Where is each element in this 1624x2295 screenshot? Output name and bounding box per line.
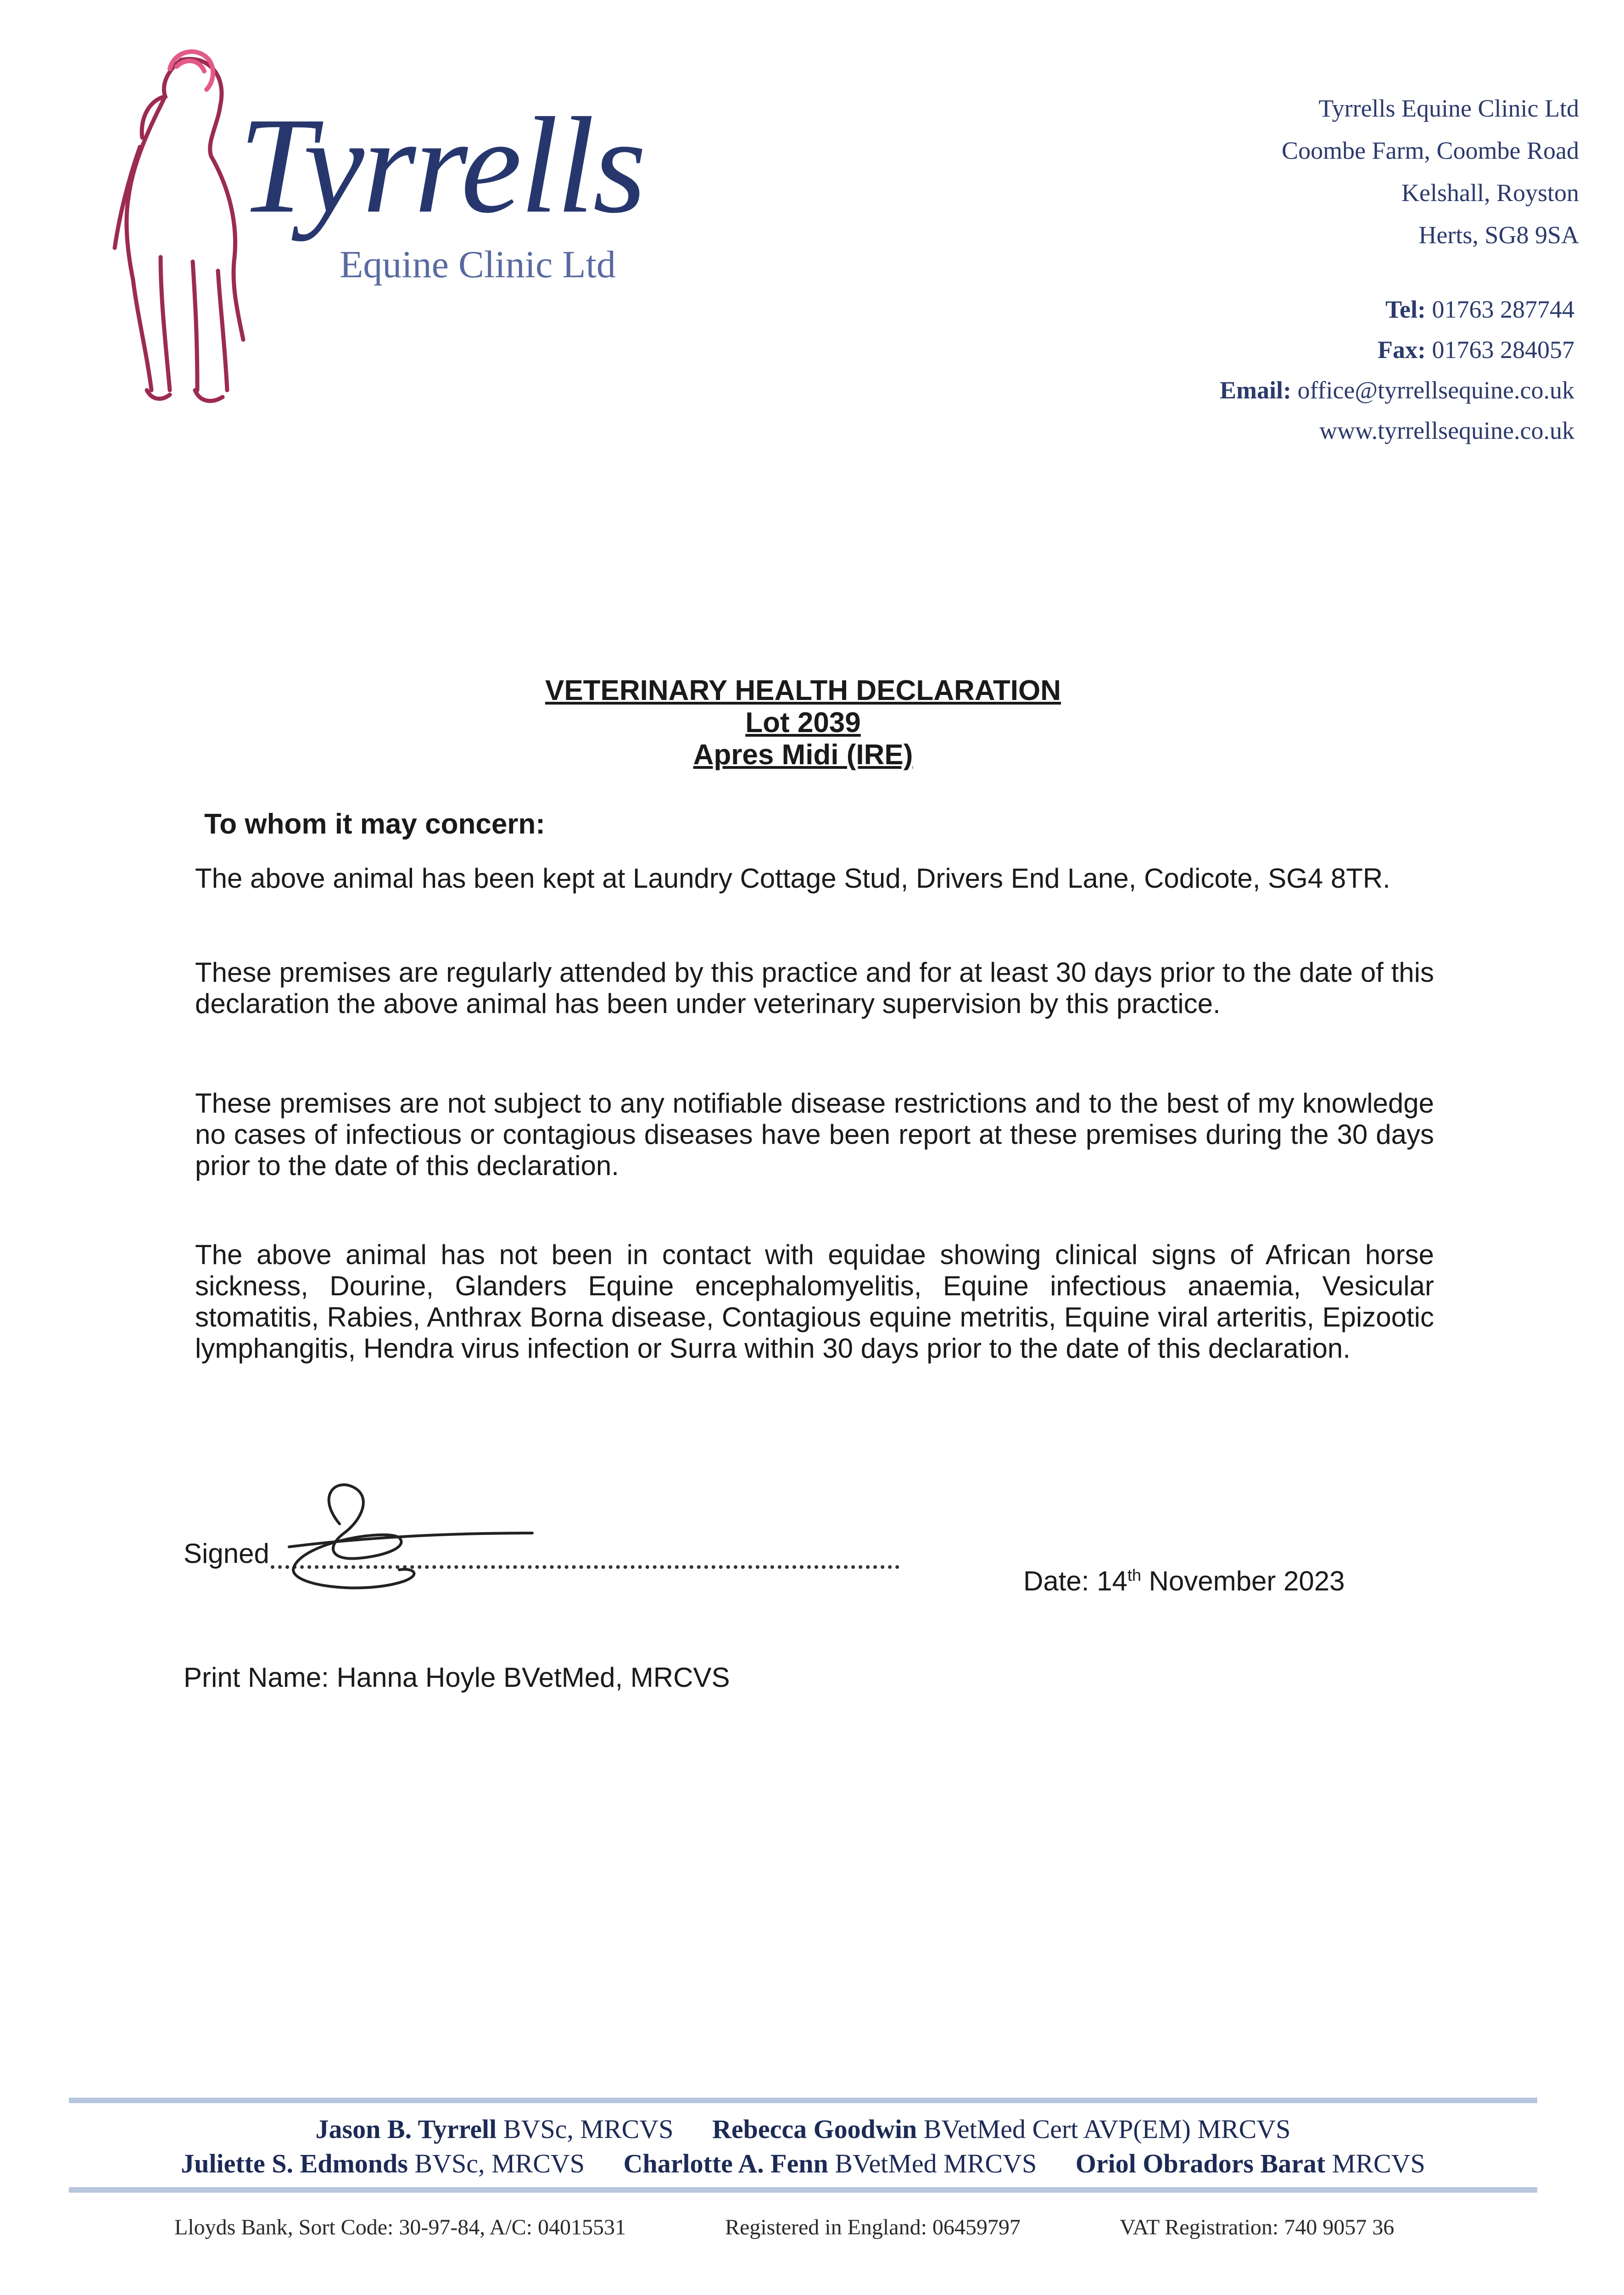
partner-name: Oriol Obradors Barat xyxy=(1075,2149,1326,2178)
bank-details: Lloyds Bank, Sort Code: 30-97-84, A/C: 04015531 xyxy=(174,2215,626,2239)
address-line: Coombe Farm, Coombe Road xyxy=(1282,137,1579,164)
body-paragraph: The above animal has not been in contact with equidae showing clinical signs of African horse sickness, Dourine, Glanders Equine encephalomyelitis, Equine infectious anaemia, Vesicular stomatitis, Rabies, Anthrax Borna disease, Contagious equine metritis, Equine viral arteritis, Epizootic lymphangitis, Hendra virus infection or Surra within 30 days prior to the date of this declaration. xyxy=(195,1239,1434,1364)
declaration-title: VETERINARY HEALTH DECLARATION xyxy=(545,675,1061,706)
horse-name: Apres Midi (IRE) xyxy=(693,739,913,771)
partner-name: Juliette S. Edmonds xyxy=(181,2149,408,2178)
brand-name: Tyrrells xyxy=(239,89,645,241)
clinic-contact xyxy=(1220,289,1574,451)
email-line xyxy=(1220,370,1574,410)
fax-line xyxy=(1220,330,1574,370)
tel-value: 01763 287744 xyxy=(1432,296,1574,323)
handwritten-signature xyxy=(248,1469,578,1616)
partner-name: Rebecca Goodwin xyxy=(712,2114,917,2144)
print-name xyxy=(184,1662,730,1693)
salutation: To whom it may concern: xyxy=(204,808,545,840)
address-line: Tyrrells Equine Clinic Ltd xyxy=(1318,95,1579,122)
footer-rule-bottom xyxy=(69,2187,1537,2193)
footer-rule-top xyxy=(69,2098,1537,2103)
body-paragraph: These premises are regularly attended by this practice and for at least 30 days prior to the date of this declaration the above animal has been under veterinary supervision by this practice. xyxy=(195,957,1434,1019)
print-name-label: Print Name: xyxy=(184,1662,329,1693)
tel-label: Tel: xyxy=(1385,296,1426,323)
print-name-value: Hanna Hoyle BVetMed, MRCVS xyxy=(336,1662,730,1693)
email-link[interactable]: office@tyrrellsequine.co.uk xyxy=(1297,376,1574,404)
date-rest: November 2023 xyxy=(1149,1566,1345,1596)
date-label: Date: xyxy=(1023,1566,1089,1596)
fax-label: Fax: xyxy=(1378,336,1426,364)
date-suffix: th xyxy=(1127,1566,1141,1584)
address-line: Herts, SG8 9SA xyxy=(1418,221,1579,249)
email-label: Email: xyxy=(1219,376,1291,404)
partner-quals: BVSc, MRCVS xyxy=(503,2114,674,2144)
horse-logo-icon xyxy=(101,41,257,409)
partner-quals: MRCVS xyxy=(1332,2149,1425,2178)
date-day: 14 xyxy=(1097,1566,1127,1596)
address-line: Kelshall, Royston xyxy=(1401,179,1579,207)
partners-row-2 xyxy=(69,2148,1537,2179)
partner-quals: BVSc, MRCVS xyxy=(414,2149,585,2178)
signed-label: Signed xyxy=(184,1538,269,1569)
clinic-address xyxy=(1282,87,1579,256)
fax-value: 01763 284057 xyxy=(1432,336,1574,364)
partner-quals: BVetMed Cert AVP(EM) MRCVS xyxy=(923,2114,1291,2144)
declaration-date xyxy=(1023,1565,1345,1597)
clinic-logo xyxy=(101,41,675,409)
partner-name: Jason B. Tyrrell xyxy=(315,2114,497,2144)
website-link[interactable]: www.tyrrellsequine.co.uk xyxy=(1319,417,1574,444)
body-paragraph: These premises are not subject to any notifiable disease restrictions and to the best of my knowledge no cases of infectious or contagious diseases have been report at these premises during the 30 days prior to the date of this declaration. xyxy=(195,1088,1434,1181)
vat-registration: VAT Registration: 740 9057 36 xyxy=(1120,2215,1395,2239)
partners-row-1 xyxy=(69,2114,1537,2144)
partner-name: Charlotte A. Fenn xyxy=(623,2149,828,2178)
lot-number: Lot 2039 xyxy=(745,707,861,739)
declaration-title-block xyxy=(505,675,1101,771)
partner-quals: BVetMed MRCVS xyxy=(835,2149,1037,2178)
body-paragraph: The above animal has been kept at Laundry Cottage Stud, Drivers End Lane, Codicote, SG4 8TR. xyxy=(195,863,1390,894)
tel-line xyxy=(1220,289,1574,330)
brand-subtitle: Equine Clinic Ltd xyxy=(340,243,616,286)
company-registration: Registered in England: 06459797 xyxy=(725,2215,1021,2239)
